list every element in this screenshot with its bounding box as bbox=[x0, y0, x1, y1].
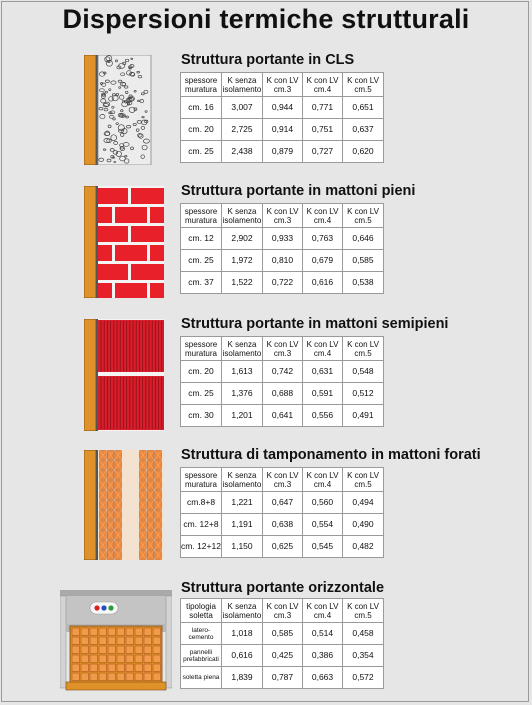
value-cell: 0,616 bbox=[303, 272, 343, 294]
table-header-cell: spessore muratura bbox=[181, 337, 222, 361]
solid-brick-wall-icon bbox=[84, 186, 164, 298]
table-row bbox=[181, 623, 384, 645]
table-row bbox=[181, 536, 384, 558]
value-cell: 0,585 bbox=[343, 250, 384, 272]
table-header-row bbox=[181, 73, 384, 97]
table-header-cell: K senza isolamento bbox=[222, 73, 263, 97]
value-cell: 1,191 bbox=[222, 514, 263, 536]
value-cell: 1,613 bbox=[222, 361, 263, 383]
value-cell: 0,787 bbox=[263, 667, 303, 689]
table-row bbox=[181, 119, 384, 141]
value-cell: 0,494 bbox=[343, 492, 384, 514]
table-orizzontale bbox=[180, 598, 384, 689]
value-cell: 1,522 bbox=[222, 272, 263, 294]
value-cell: 0,556 bbox=[303, 405, 343, 427]
row-label-cell: cm. 25 bbox=[181, 383, 222, 405]
row-label-cell: cm. 12+8 bbox=[181, 514, 222, 536]
value-cell: 2,902 bbox=[222, 228, 263, 250]
table-header-row bbox=[181, 468, 384, 492]
value-cell: 2,725 bbox=[222, 119, 263, 141]
table-row bbox=[181, 645, 384, 667]
value-cell: 0,742 bbox=[263, 361, 303, 383]
value-cell: 0,646 bbox=[343, 228, 384, 250]
row-label-cell: latero-cemento bbox=[181, 623, 222, 645]
value-cell: 0,482 bbox=[343, 536, 384, 558]
value-cell: 0,514 bbox=[303, 623, 343, 645]
row-label-cell: cm. 20 bbox=[181, 119, 222, 141]
table-row bbox=[181, 97, 384, 119]
floor-slab-icon bbox=[60, 590, 172, 692]
value-cell: 1,376 bbox=[222, 383, 263, 405]
value-cell: 0,538 bbox=[343, 272, 384, 294]
table-row bbox=[181, 228, 384, 250]
row-label-cell: cm. 25 bbox=[181, 250, 222, 272]
row-label-cell: pannelli prefabbricati bbox=[181, 645, 222, 667]
table-row bbox=[181, 514, 384, 536]
value-cell: 0,641 bbox=[263, 405, 303, 427]
value-cell: 0,572 bbox=[343, 667, 384, 689]
value-cell: 0,651 bbox=[343, 97, 384, 119]
value-cell: 0,637 bbox=[343, 119, 384, 141]
value-cell: 0,616 bbox=[222, 645, 263, 667]
value-cell: 0,386 bbox=[303, 645, 343, 667]
table-header-cell: K con LV cm.5 bbox=[343, 337, 384, 361]
value-cell: 1,972 bbox=[222, 250, 263, 272]
table-row bbox=[181, 405, 384, 427]
table-header-cell: K con LV cm.4 bbox=[303, 337, 343, 361]
value-cell: 1,150 bbox=[222, 536, 263, 558]
table-header-row bbox=[181, 204, 384, 228]
section-title-mattoni-pieni: Struttura portante in mattoni pieni bbox=[181, 183, 416, 199]
value-cell: 0,620 bbox=[343, 141, 384, 163]
ceiling-lamp-icon bbox=[90, 602, 118, 614]
table-row bbox=[181, 667, 384, 689]
table-mattoni-pieni bbox=[180, 203, 384, 294]
value-cell: 0,679 bbox=[303, 250, 343, 272]
row-label-cell: cm. 12+12 bbox=[181, 536, 222, 558]
table-cls bbox=[180, 72, 384, 163]
value-cell: 0,631 bbox=[303, 361, 343, 383]
row-label-cell: cm. 12 bbox=[181, 228, 222, 250]
value-cell: 1,839 bbox=[222, 667, 263, 689]
row-label-cell: soletta piena bbox=[181, 667, 222, 689]
value-cell: 0,751 bbox=[303, 119, 343, 141]
value-cell: 0,490 bbox=[343, 514, 384, 536]
table-header-cell: K con LV cm.5 bbox=[343, 599, 384, 623]
value-cell: 1,221 bbox=[222, 492, 263, 514]
value-cell: 0,944 bbox=[263, 97, 303, 119]
value-cell: 0,763 bbox=[303, 228, 343, 250]
section-title-orizzontale: Struttura portante orizzontale bbox=[181, 580, 385, 596]
table-header-row bbox=[181, 337, 384, 361]
table-header-cell: K con LV cm.4 bbox=[303, 599, 343, 623]
value-cell: 0,722 bbox=[263, 272, 303, 294]
table-header-cell: K con LV cm.3 bbox=[263, 204, 303, 228]
table-header-cell: spessore muratura bbox=[181, 73, 222, 97]
row-label-cell: cm. 30 bbox=[181, 405, 222, 427]
table-header-cell: K senza isolamento bbox=[222, 468, 263, 492]
value-cell: 0,354 bbox=[343, 645, 384, 667]
value-cell: 0,512 bbox=[343, 383, 384, 405]
value-cell: 0,585 bbox=[263, 623, 303, 645]
table-row bbox=[181, 383, 384, 405]
value-cell: 0,663 bbox=[303, 667, 343, 689]
table-header-cell: K con LV cm.4 bbox=[303, 204, 343, 228]
table-header-cell: K con LV cm.3 bbox=[263, 468, 303, 492]
value-cell: 0,688 bbox=[263, 383, 303, 405]
table-header-cell: K con LV cm.5 bbox=[343, 468, 384, 492]
table-header-cell: K senza isolamento bbox=[222, 337, 263, 361]
section-title-cls: Struttura portante in CLS bbox=[181, 52, 355, 68]
value-cell: 0,647 bbox=[263, 492, 303, 514]
value-cell: 0,491 bbox=[343, 405, 384, 427]
table-header-cell: spessore muratura bbox=[181, 468, 222, 492]
table-row bbox=[181, 141, 384, 163]
row-label-cell: cm. 25 bbox=[181, 141, 222, 163]
table-mattoni-semipieni bbox=[180, 336, 384, 427]
value-cell: 2,438 bbox=[222, 141, 263, 163]
value-cell: 0,879 bbox=[263, 141, 303, 163]
value-cell: 0,554 bbox=[303, 514, 343, 536]
value-cell: 0,810 bbox=[263, 250, 303, 272]
row-label-cell: cm. 37 bbox=[181, 272, 222, 294]
row-label-cell: cm. 16 bbox=[181, 97, 222, 119]
value-cell: 1,201 bbox=[222, 405, 263, 427]
table-header-cell: K con LV cm.4 bbox=[303, 73, 343, 97]
value-cell: 3,007 bbox=[222, 97, 263, 119]
row-label-cell: cm. 20 bbox=[181, 361, 222, 383]
section-title-mattoni-semipieni: Struttura portante in mattoni semipieni bbox=[181, 316, 449, 332]
table-header-row bbox=[181, 599, 384, 623]
table-header-cell: K con LV cm.3 bbox=[263, 337, 303, 361]
concrete-wall-icon bbox=[84, 55, 152, 165]
page-title: Dispersioni termiche strutturali bbox=[62, 4, 470, 34]
section-title-mattoni-forati: Struttura di tamponamento in mattoni forati bbox=[181, 447, 481, 463]
table-header-cell: spessore muratura bbox=[181, 204, 222, 228]
table-header-cell: K con LV cm.3 bbox=[263, 73, 303, 97]
table-header-cell: K senza isolamento bbox=[222, 204, 263, 228]
value-cell: 0,548 bbox=[343, 361, 384, 383]
value-cell: 0,591 bbox=[303, 383, 343, 405]
table-header-cell: K con LV cm.3 bbox=[263, 599, 303, 623]
value-cell: 0,933 bbox=[263, 228, 303, 250]
table-mattoni-forati bbox=[180, 467, 384, 558]
table-header-cell: K con LV cm.5 bbox=[343, 204, 384, 228]
table-header-cell: K con LV cm.4 bbox=[303, 468, 343, 492]
value-cell: 0,727 bbox=[303, 141, 343, 163]
table-header-cell: K senza isolamento bbox=[222, 599, 263, 623]
table-header-cell: K con LV cm.5 bbox=[343, 73, 384, 97]
value-cell: 0,458 bbox=[343, 623, 384, 645]
table-row bbox=[181, 492, 384, 514]
table-row bbox=[181, 250, 384, 272]
value-cell: 0,914 bbox=[263, 119, 303, 141]
value-cell: 0,545 bbox=[303, 536, 343, 558]
hollow-brick-wall-icon bbox=[84, 450, 164, 560]
semi-solid-brick-wall-icon bbox=[84, 319, 164, 431]
value-cell: 0,771 bbox=[303, 97, 343, 119]
table-row bbox=[181, 361, 384, 383]
value-cell: 0,425 bbox=[263, 645, 303, 667]
table-header-cell: tipologia soletta bbox=[181, 599, 222, 623]
value-cell: 1,018 bbox=[222, 623, 263, 645]
row-label-cell: cm.8+8 bbox=[181, 492, 222, 514]
value-cell: 0,560 bbox=[303, 492, 343, 514]
value-cell: 0,625 bbox=[263, 536, 303, 558]
table-row bbox=[181, 272, 384, 294]
value-cell: 0,638 bbox=[263, 514, 303, 536]
